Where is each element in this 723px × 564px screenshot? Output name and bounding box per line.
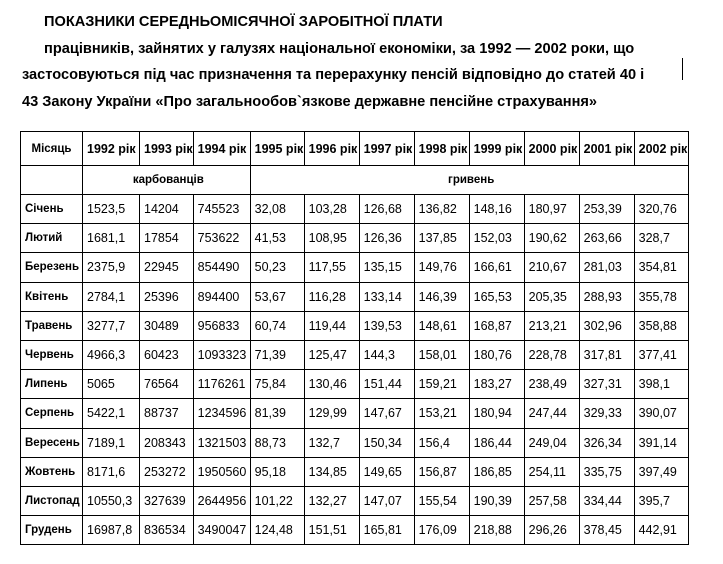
value-cell: 326,34: [579, 428, 634, 457]
value-cell: 81,39: [250, 399, 304, 428]
value-cell: 5422,1: [83, 399, 140, 428]
year-column-header: 1997 рік: [359, 132, 414, 166]
salary-table: [20, 131, 689, 545]
value-cell: 147,67: [359, 399, 414, 428]
month-cell: Липень: [21, 370, 83, 399]
month-cell: Грудень: [21, 516, 83, 545]
value-cell: 30489: [140, 311, 194, 340]
value-cell: 3490047: [193, 516, 250, 545]
table-row: [21, 224, 689, 253]
value-cell: 263,66: [579, 224, 634, 253]
value-cell: 894400: [193, 282, 250, 311]
value-cell: 152,03: [469, 224, 524, 253]
value-cell: 317,81: [579, 340, 634, 369]
value-cell: 854490: [193, 253, 250, 282]
value-cell: 130,46: [304, 370, 359, 399]
value-cell: 836534: [140, 516, 194, 545]
value-cell: 2644956: [193, 486, 250, 515]
value-cell: 358,88: [634, 311, 688, 340]
value-cell: 329,33: [579, 399, 634, 428]
value-cell: 395,7: [634, 486, 688, 515]
value-cell: 442,91: [634, 516, 688, 545]
value-cell: 151,51: [304, 516, 359, 545]
value-cell: 144,3: [359, 340, 414, 369]
value-cell: 155,54: [414, 486, 469, 515]
table-row: [21, 486, 689, 515]
value-cell: 956833: [193, 311, 250, 340]
value-cell: 208343: [140, 428, 194, 457]
table-row: [21, 340, 689, 369]
value-cell: 190,39: [469, 486, 524, 515]
value-cell: 126,68: [359, 195, 414, 224]
value-cell: 5065: [83, 370, 140, 399]
value-cell: 354,81: [634, 253, 688, 282]
value-cell: 1176261: [193, 370, 250, 399]
value-cell: 148,61: [414, 311, 469, 340]
month-cell: Серпень: [21, 399, 83, 428]
value-cell: 71,39: [250, 340, 304, 369]
value-cell: 124,48: [250, 516, 304, 545]
value-cell: 183,27: [469, 370, 524, 399]
value-cell: 101,22: [250, 486, 304, 515]
value-cell: 1950560: [193, 457, 250, 486]
value-cell: 238,49: [524, 370, 579, 399]
year-column-header: 2002 рік: [634, 132, 688, 166]
year-column-header: 2000 рік: [524, 132, 579, 166]
value-cell: 139,53: [359, 311, 414, 340]
table-row: [21, 516, 689, 545]
value-cell: 398,1: [634, 370, 688, 399]
value-cell: 180,97: [524, 195, 579, 224]
value-cell: 180,76: [469, 340, 524, 369]
value-cell: 50,23: [250, 253, 304, 282]
document-title: [22, 9, 712, 115]
title-line-4: 43 Закону України «Про загальнообов`язкове державне пенсійне страхування»: [22, 93, 598, 110]
value-cell: 146,39: [414, 282, 469, 311]
value-cell: 397,49: [634, 457, 688, 486]
value-cell: 296,26: [524, 516, 579, 545]
value-cell: 302,96: [579, 311, 634, 340]
value-cell: 390,07: [634, 399, 688, 428]
value-cell: 25396: [140, 282, 194, 311]
unit-karbovantsi: карбованців: [83, 166, 251, 195]
value-cell: 117,55: [304, 253, 359, 282]
month-cell: Червень: [21, 340, 83, 369]
value-cell: 7189,1: [83, 428, 140, 457]
value-cell: 253272: [140, 457, 194, 486]
value-cell: 391,14: [634, 428, 688, 457]
table-row: [21, 311, 689, 340]
value-cell: 22945: [140, 253, 194, 282]
year-column-header: 1995 рік: [250, 132, 304, 166]
value-cell: 320,76: [634, 195, 688, 224]
value-cell: 180,94: [469, 399, 524, 428]
value-cell: 753622: [193, 224, 250, 253]
value-cell: 176,09: [414, 516, 469, 545]
value-cell: 1093323: [193, 340, 250, 369]
units-row: [21, 166, 689, 195]
table-row: [21, 282, 689, 311]
value-cell: 228,78: [524, 340, 579, 369]
value-cell: 327639: [140, 486, 194, 515]
value-cell: 159,21: [414, 370, 469, 399]
month-cell: Лютий: [21, 224, 83, 253]
value-cell: 88,73: [250, 428, 304, 457]
year-column-header: 1998 рік: [414, 132, 469, 166]
month-cell: Січень: [21, 195, 83, 224]
value-cell: 253,39: [579, 195, 634, 224]
value-cell: 16987,8: [83, 516, 140, 545]
year-column-header: 1993 рік: [140, 132, 194, 166]
value-cell: 17854: [140, 224, 194, 253]
month-cell: Травень: [21, 311, 83, 340]
value-cell: 95,18: [250, 457, 304, 486]
value-cell: 378,45: [579, 516, 634, 545]
value-cell: 8171,6: [83, 457, 140, 486]
value-cell: 133,14: [359, 282, 414, 311]
value-cell: 76564: [140, 370, 194, 399]
month-cell: Жовтень: [21, 457, 83, 486]
year-column-header: 2001 рік: [579, 132, 634, 166]
month-cell: Вересень: [21, 428, 83, 457]
value-cell: 327,31: [579, 370, 634, 399]
table-row: [21, 370, 689, 399]
value-cell: 1681,1: [83, 224, 140, 253]
value-cell: 334,44: [579, 486, 634, 515]
value-cell: 132,7: [304, 428, 359, 457]
title-line-3: застосовуються під час призначення та перерахунку пенсій відповідно до статей 40 і: [22, 67, 645, 83]
value-cell: 166,61: [469, 253, 524, 282]
value-cell: 10550,3: [83, 486, 140, 515]
value-cell: 103,28: [304, 195, 359, 224]
value-cell: 186,44: [469, 428, 524, 457]
value-cell: 14204: [140, 195, 194, 224]
value-cell: 257,58: [524, 486, 579, 515]
value-cell: 125,47: [304, 340, 359, 369]
value-cell: 75,84: [250, 370, 304, 399]
table-row: [21, 428, 689, 457]
value-cell: 355,78: [634, 282, 688, 311]
value-cell: 60423: [140, 340, 194, 369]
year-column-header: 1999 рік: [469, 132, 524, 166]
value-cell: 1523,5: [83, 195, 140, 224]
value-cell: 32,08: [250, 195, 304, 224]
value-cell: 136,82: [414, 195, 469, 224]
month-cell: Березень: [21, 253, 83, 282]
unit-hryven: гривень: [250, 166, 688, 195]
year-column-header: 1996 рік: [304, 132, 359, 166]
value-cell: 88737: [140, 399, 194, 428]
value-cell: 108,95: [304, 224, 359, 253]
value-cell: 150,34: [359, 428, 414, 457]
value-cell: 3277,7: [83, 311, 140, 340]
value-cell: 158,01: [414, 340, 469, 369]
value-cell: 41,53: [250, 224, 304, 253]
table-row: [21, 195, 689, 224]
units-empty-cell: [21, 166, 83, 195]
value-cell: 218,88: [469, 516, 524, 545]
value-cell: 149,76: [414, 253, 469, 282]
value-cell: 247,44: [524, 399, 579, 428]
value-cell: 190,62: [524, 224, 579, 253]
year-column-header: 1992 рік: [83, 132, 140, 166]
value-cell: 137,85: [414, 224, 469, 253]
value-cell: 186,85: [469, 457, 524, 486]
value-cell: 149,65: [359, 457, 414, 486]
header-row: [21, 132, 689, 166]
value-cell: 156,4: [414, 428, 469, 457]
value-cell: 335,75: [579, 457, 634, 486]
month-column-header: Місяць: [21, 132, 83, 166]
value-cell: 249,04: [524, 428, 579, 457]
month-cell: Листопад: [21, 486, 83, 515]
value-cell: 288,93: [579, 282, 634, 311]
value-cell: 213,21: [524, 311, 579, 340]
value-cell: 165,81: [359, 516, 414, 545]
value-cell: 134,85: [304, 457, 359, 486]
value-cell: 153,21: [414, 399, 469, 428]
table-row: [21, 457, 689, 486]
value-cell: 281,03: [579, 253, 634, 282]
value-cell: 205,35: [524, 282, 579, 311]
value-cell: 4966,3: [83, 340, 140, 369]
value-cell: 2784,1: [83, 282, 140, 311]
value-cell: 135,15: [359, 253, 414, 282]
value-cell: 165,53: [469, 282, 524, 311]
title-line-1: ПОКАЗНИКИ СЕРЕДНЬОМІСЯЧНОЇ ЗАРОБІТНОЇ ПЛАТИ: [44, 14, 443, 30]
value-cell: 254,11: [524, 457, 579, 486]
value-cell: 148,16: [469, 195, 524, 224]
table-row: [21, 399, 689, 428]
value-cell: 60,74: [250, 311, 304, 340]
value-cell: 132,27: [304, 486, 359, 515]
value-cell: 119,44: [304, 311, 359, 340]
value-cell: 151,44: [359, 370, 414, 399]
value-cell: 1321503: [193, 428, 250, 457]
table-row: [21, 253, 689, 282]
value-cell: 328,7: [634, 224, 688, 253]
value-cell: 147,07: [359, 486, 414, 515]
value-cell: 1234596: [193, 399, 250, 428]
value-cell: 745523: [193, 195, 250, 224]
text-cursor: [682, 58, 683, 80]
month-cell: Квітень: [21, 282, 83, 311]
value-cell: 116,28: [304, 282, 359, 311]
value-cell: 129,99: [304, 399, 359, 428]
year-column-header: 1994 рік: [193, 132, 250, 166]
value-cell: 156,87: [414, 457, 469, 486]
value-cell: 2375,9: [83, 253, 140, 282]
value-cell: 377,41: [634, 340, 688, 369]
value-cell: 126,36: [359, 224, 414, 253]
title-line-2: працівників, зайнятих у галузях національної економіки, за 1992 — 2002 роки, що: [44, 40, 635, 57]
value-cell: 168,87: [469, 311, 524, 340]
value-cell: 53,67: [250, 282, 304, 311]
value-cell: 210,67: [524, 253, 579, 282]
